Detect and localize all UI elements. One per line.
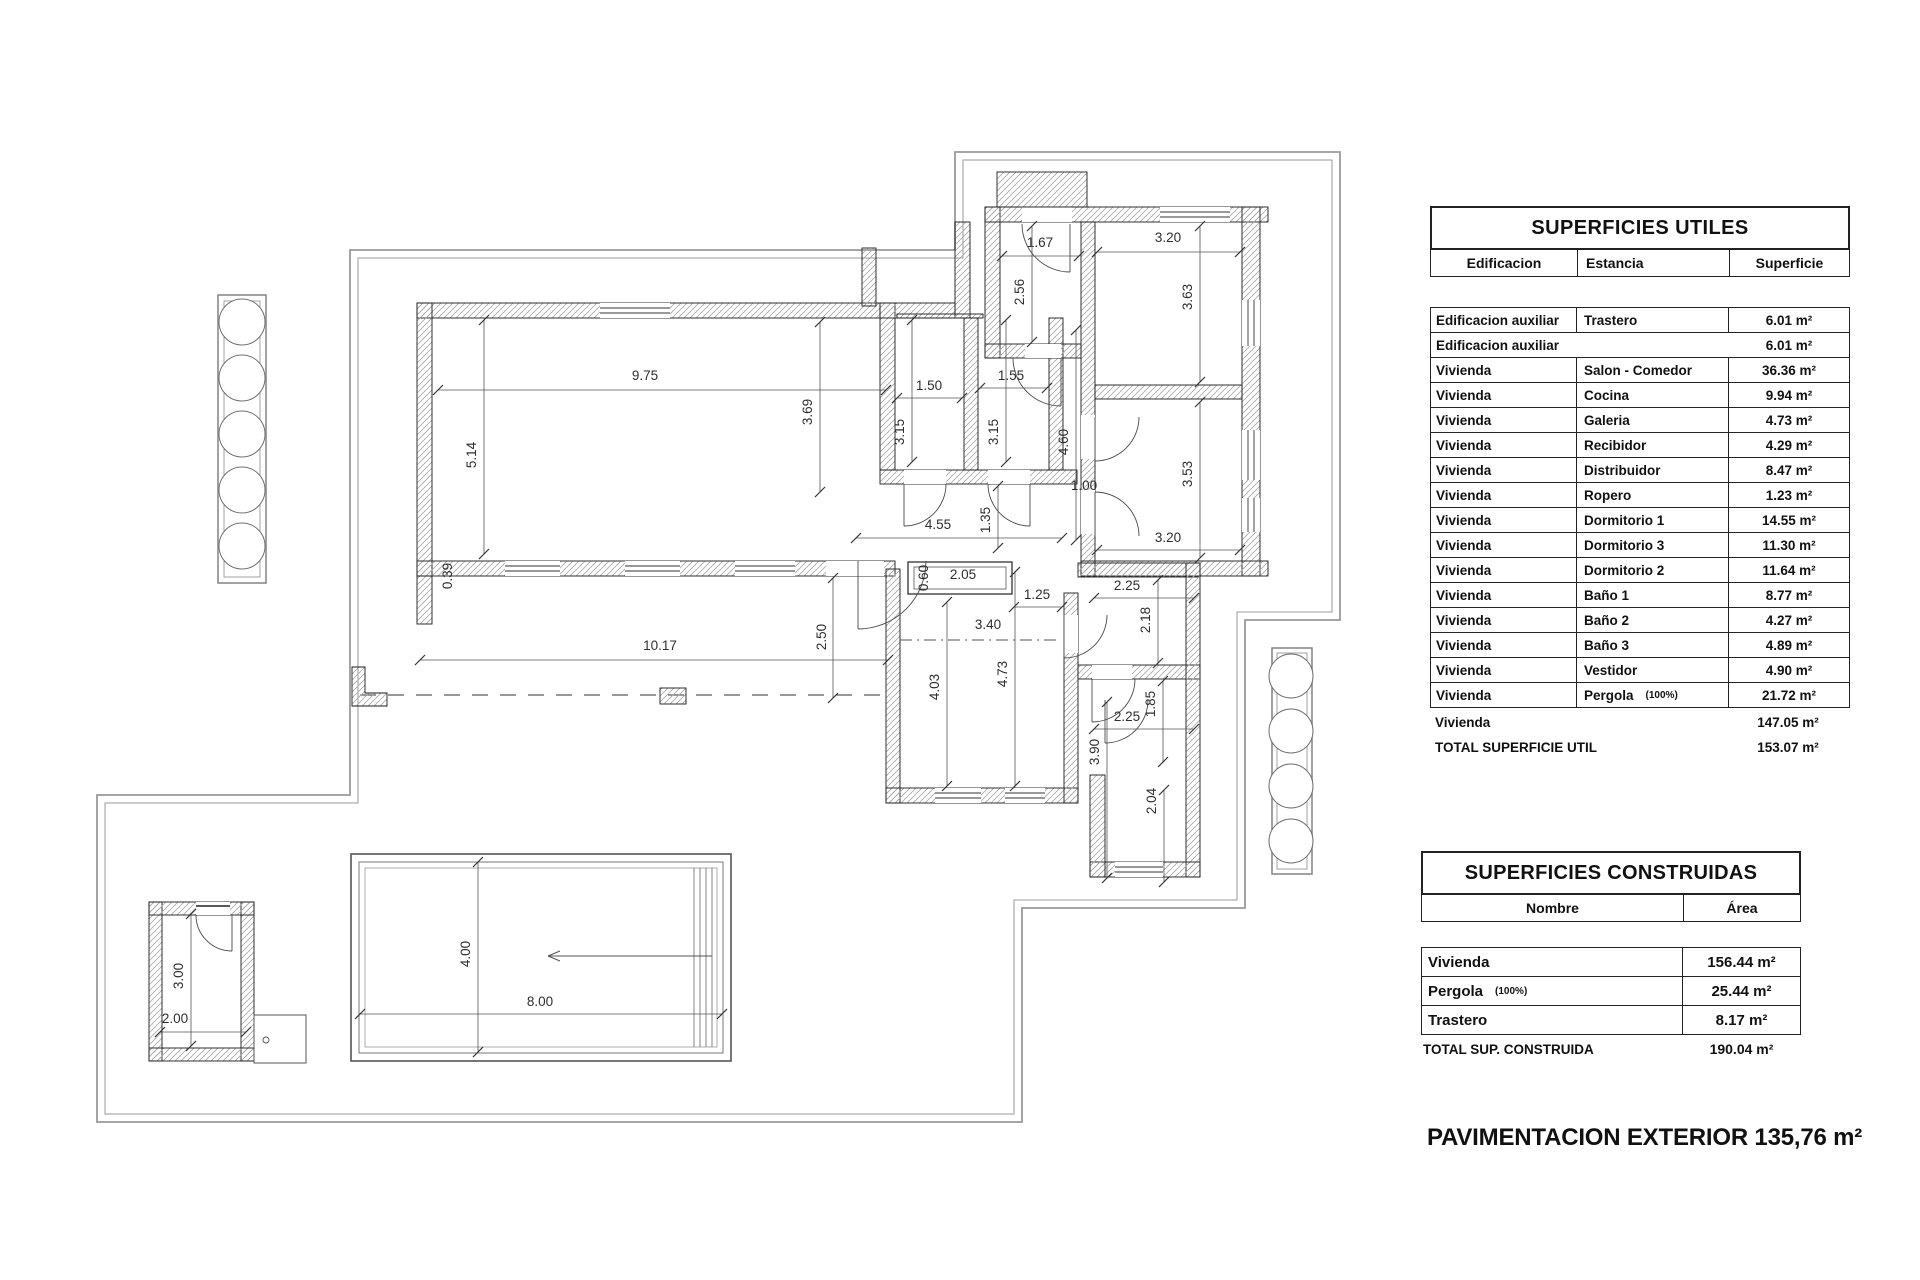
cell-estancia: Recibidor [1577,433,1729,457]
planter-right [1269,648,1313,874]
dimension-label: 10.17 [643,638,677,653]
cell-superficie: 4.73 m² [1765,412,1813,428]
cell-edificacion: Edificacion auxiliar [1431,308,1577,332]
cell-superficie: 4.27 m² [1765,612,1813,628]
dimension-label: 1.55 [997,368,1025,383]
cell-superficie: 4.89 m² [1765,637,1813,653]
column-header-superficie: Superficie [1755,255,1824,271]
table-title: SUPERFICIES UTILES [1430,206,1850,250]
pool-steps [694,868,712,1047]
cell-edificacion: Vivienda [1431,458,1577,482]
cell-estancia: Salon - Comedor [1577,358,1729,382]
total-label: TOTAL SUP. CONSTRUIDA [1423,1041,1594,1057]
table-row [1421,976,1801,1006]
cell-edificacion: Vivienda [1431,583,1577,607]
table-row [1430,382,1850,408]
cell-nombre: Pergola (100%) [1422,977,1683,1005]
superficies-utiles-table [1430,206,1850,758]
table-total-row [1430,736,1850,758]
cell-edificacion: Vivienda [1431,683,1577,707]
dimension-label: 1.00 [1070,478,1098,493]
dimension-label: 3.15 [892,418,907,446]
dimension-label: 4.55 [924,517,952,532]
cell-estancia: Dormitorio 2 [1577,558,1729,582]
cell-superficie: 4.29 m² [1765,437,1813,453]
total-label: Vivienda [1435,714,1491,730]
cell-superficie: 9.94 m² [1765,387,1813,403]
table-row [1430,632,1850,658]
table-row [1430,357,1850,383]
table-row [1430,457,1850,483]
table-row [1430,557,1850,583]
pergola-post [660,688,686,704]
tree-icon [1269,654,1313,863]
cell-superficie: 8.47 m² [1765,462,1813,478]
cell-estancia: Galeria [1577,408,1729,432]
total-label: TOTAL SUPERFICIE UTIL [1435,739,1598,755]
cell-edificacion: Vivienda [1431,358,1577,382]
table-total-row [1421,1037,1801,1061]
cell-superficie: 36.36 m² [1761,362,1817,378]
pergola-post [352,667,387,706]
cell-nombre: Trastero [1422,1006,1683,1034]
table-header [1421,895,1801,922]
dimension-label: 8.00 [526,994,554,1009]
dimension-label: 1.50 [915,378,943,393]
tree-icon [219,299,265,569]
plot-boundary [97,152,1340,1122]
table-header [1430,250,1850,277]
pergola [352,667,886,706]
dimension-label: 4.73 [995,660,1010,688]
table-row [1430,657,1850,683]
pool-arrow-icon [548,951,712,961]
table-row [1430,507,1850,533]
planter-left [218,295,266,583]
cell-area: 25.44 m² [1711,982,1772,1000]
cell-superficie: 21.72 m² [1761,687,1817,703]
cell-edificacion: Vivienda [1431,508,1577,532]
cell-superficie: 14.55 m² [1761,512,1817,528]
dimension-label: 3.00 [171,962,186,990]
dimension-label: 3.40 [974,617,1002,632]
cell-estancia: Distribuidor [1577,458,1729,482]
dimension-label: 1.67 [1026,235,1054,250]
table-row [1430,482,1850,508]
dimension-label: 2.05 [949,567,977,582]
total-value: 147.05 m² [1757,714,1819,730]
cell-area: 8.17 m² [1715,1011,1768,1029]
cell-estancia [1577,333,1729,357]
cell-edificacion: Vivienda [1431,533,1577,557]
column-header-nombre: Nombre [1422,895,1684,921]
table-title: SUPERFICIES CONSTRUIDAS [1421,851,1801,895]
cell-superficie: 6.01 m² [1765,337,1813,353]
table-row [1430,407,1850,433]
cell-edificacion: Vivienda [1431,608,1577,632]
cell-estancia: Baño 2 [1577,608,1729,632]
cell-edificacion: Vivienda [1431,433,1577,457]
cell-estancia: Pergola (100%) [1577,683,1729,707]
dimension-label: 2.50 [814,623,829,651]
dimension-label: 0.60 [916,564,931,592]
table-row [1430,532,1850,558]
dimension-label: 2.25 [1113,578,1141,593]
dimension-label: 9.75 [631,368,659,383]
column-header-area: Área [1726,900,1758,916]
pool [351,854,731,1061]
column-header-edificacion: Edificacion [1431,250,1578,276]
total-value: 153.07 m² [1757,739,1819,755]
dimension-label: 4.60 [1056,428,1071,456]
cell-superficie: 8.77 m² [1765,587,1813,603]
dimension-label: 4.00 [458,940,473,968]
dimension-label: 3.63 [1180,283,1195,311]
house-walls [417,207,1268,877]
dimension-label: 1.35 [978,506,993,534]
cell-edificacion: Vivienda [1431,658,1577,682]
cell-area: 156.44 m² [1707,953,1776,971]
cell-superficie: 6.01 m² [1765,312,1813,328]
cell-edificacion: Vivienda [1431,483,1577,507]
superficies-construidas-table [1421,851,1801,1061]
dimension-label: 2.00 [161,1011,189,1026]
column-header-estancia: Estancia [1578,250,1730,276]
cell-superficie: 4.90 m² [1765,662,1813,678]
dimension-label: 2.04 [1144,787,1159,815]
cell-estancia: Ropero [1577,483,1729,507]
cell-estancia: Trastero [1577,308,1729,332]
cell-estancia: Dormitorio 3 [1577,533,1729,557]
dimension-label: 1.85 [1143,690,1158,718]
cell-superficie: 11.64 m² [1762,562,1816,578]
dimension-label: 2.56 [1012,278,1027,306]
table-row [1430,682,1850,708]
table-row [1430,332,1850,358]
table-row [1430,432,1850,458]
table-row [1430,582,1850,608]
cell-edificacion: Vivienda [1431,408,1577,432]
dimension-label: 3.20 [1154,230,1182,245]
dimension-label: 5.14 [464,441,479,469]
cell-estancia: Dormitorio 1 [1577,508,1729,532]
dimension-label: 3.20 [1154,530,1182,545]
cell-estancia: Baño 3 [1577,633,1729,657]
cell-edificacion: Edificacion auxiliar [1436,337,1560,353]
cell-edificacion: Vivienda [1431,558,1577,582]
table-row [1421,1005,1801,1035]
dimension-label: 0.39 [440,562,455,590]
cell-estancia: Vestidor [1577,658,1729,682]
cell-edificacion: Vivienda [1431,383,1577,407]
dimension-label: 3.90 [1087,738,1102,766]
cell-superficie: 1.23 m² [1765,487,1813,503]
cell-nombre: Vivienda [1422,948,1683,976]
cell-superficie: 11.30 m² [1762,537,1816,553]
table-row [1430,607,1850,633]
pavimentacion-exterior-note: PAVIMENTACION EXTERIOR 135,76 m² [1427,1124,1863,1151]
cell-edificacion: Vivienda [1431,633,1577,657]
cell-estancia: Cocina [1577,383,1729,407]
dimension-label: 2.25 [1113,709,1141,724]
dimension-label: 1.25 [1023,587,1051,602]
dimension-label: 3.53 [1180,460,1195,488]
table-row [1430,307,1850,333]
dimension-label: 2.18 [1138,606,1153,634]
dimension-label: 3.69 [800,398,815,426]
dimension-label: 3.15 [986,418,1001,446]
table-row [1421,947,1801,977]
cell-estancia: Baño 1 [1577,583,1729,607]
entrance-canopy [997,172,1087,207]
total-value: 190.04 m² [1709,1041,1774,1057]
dimension-label: 4.03 [927,673,942,701]
table-total-row [1430,711,1850,733]
